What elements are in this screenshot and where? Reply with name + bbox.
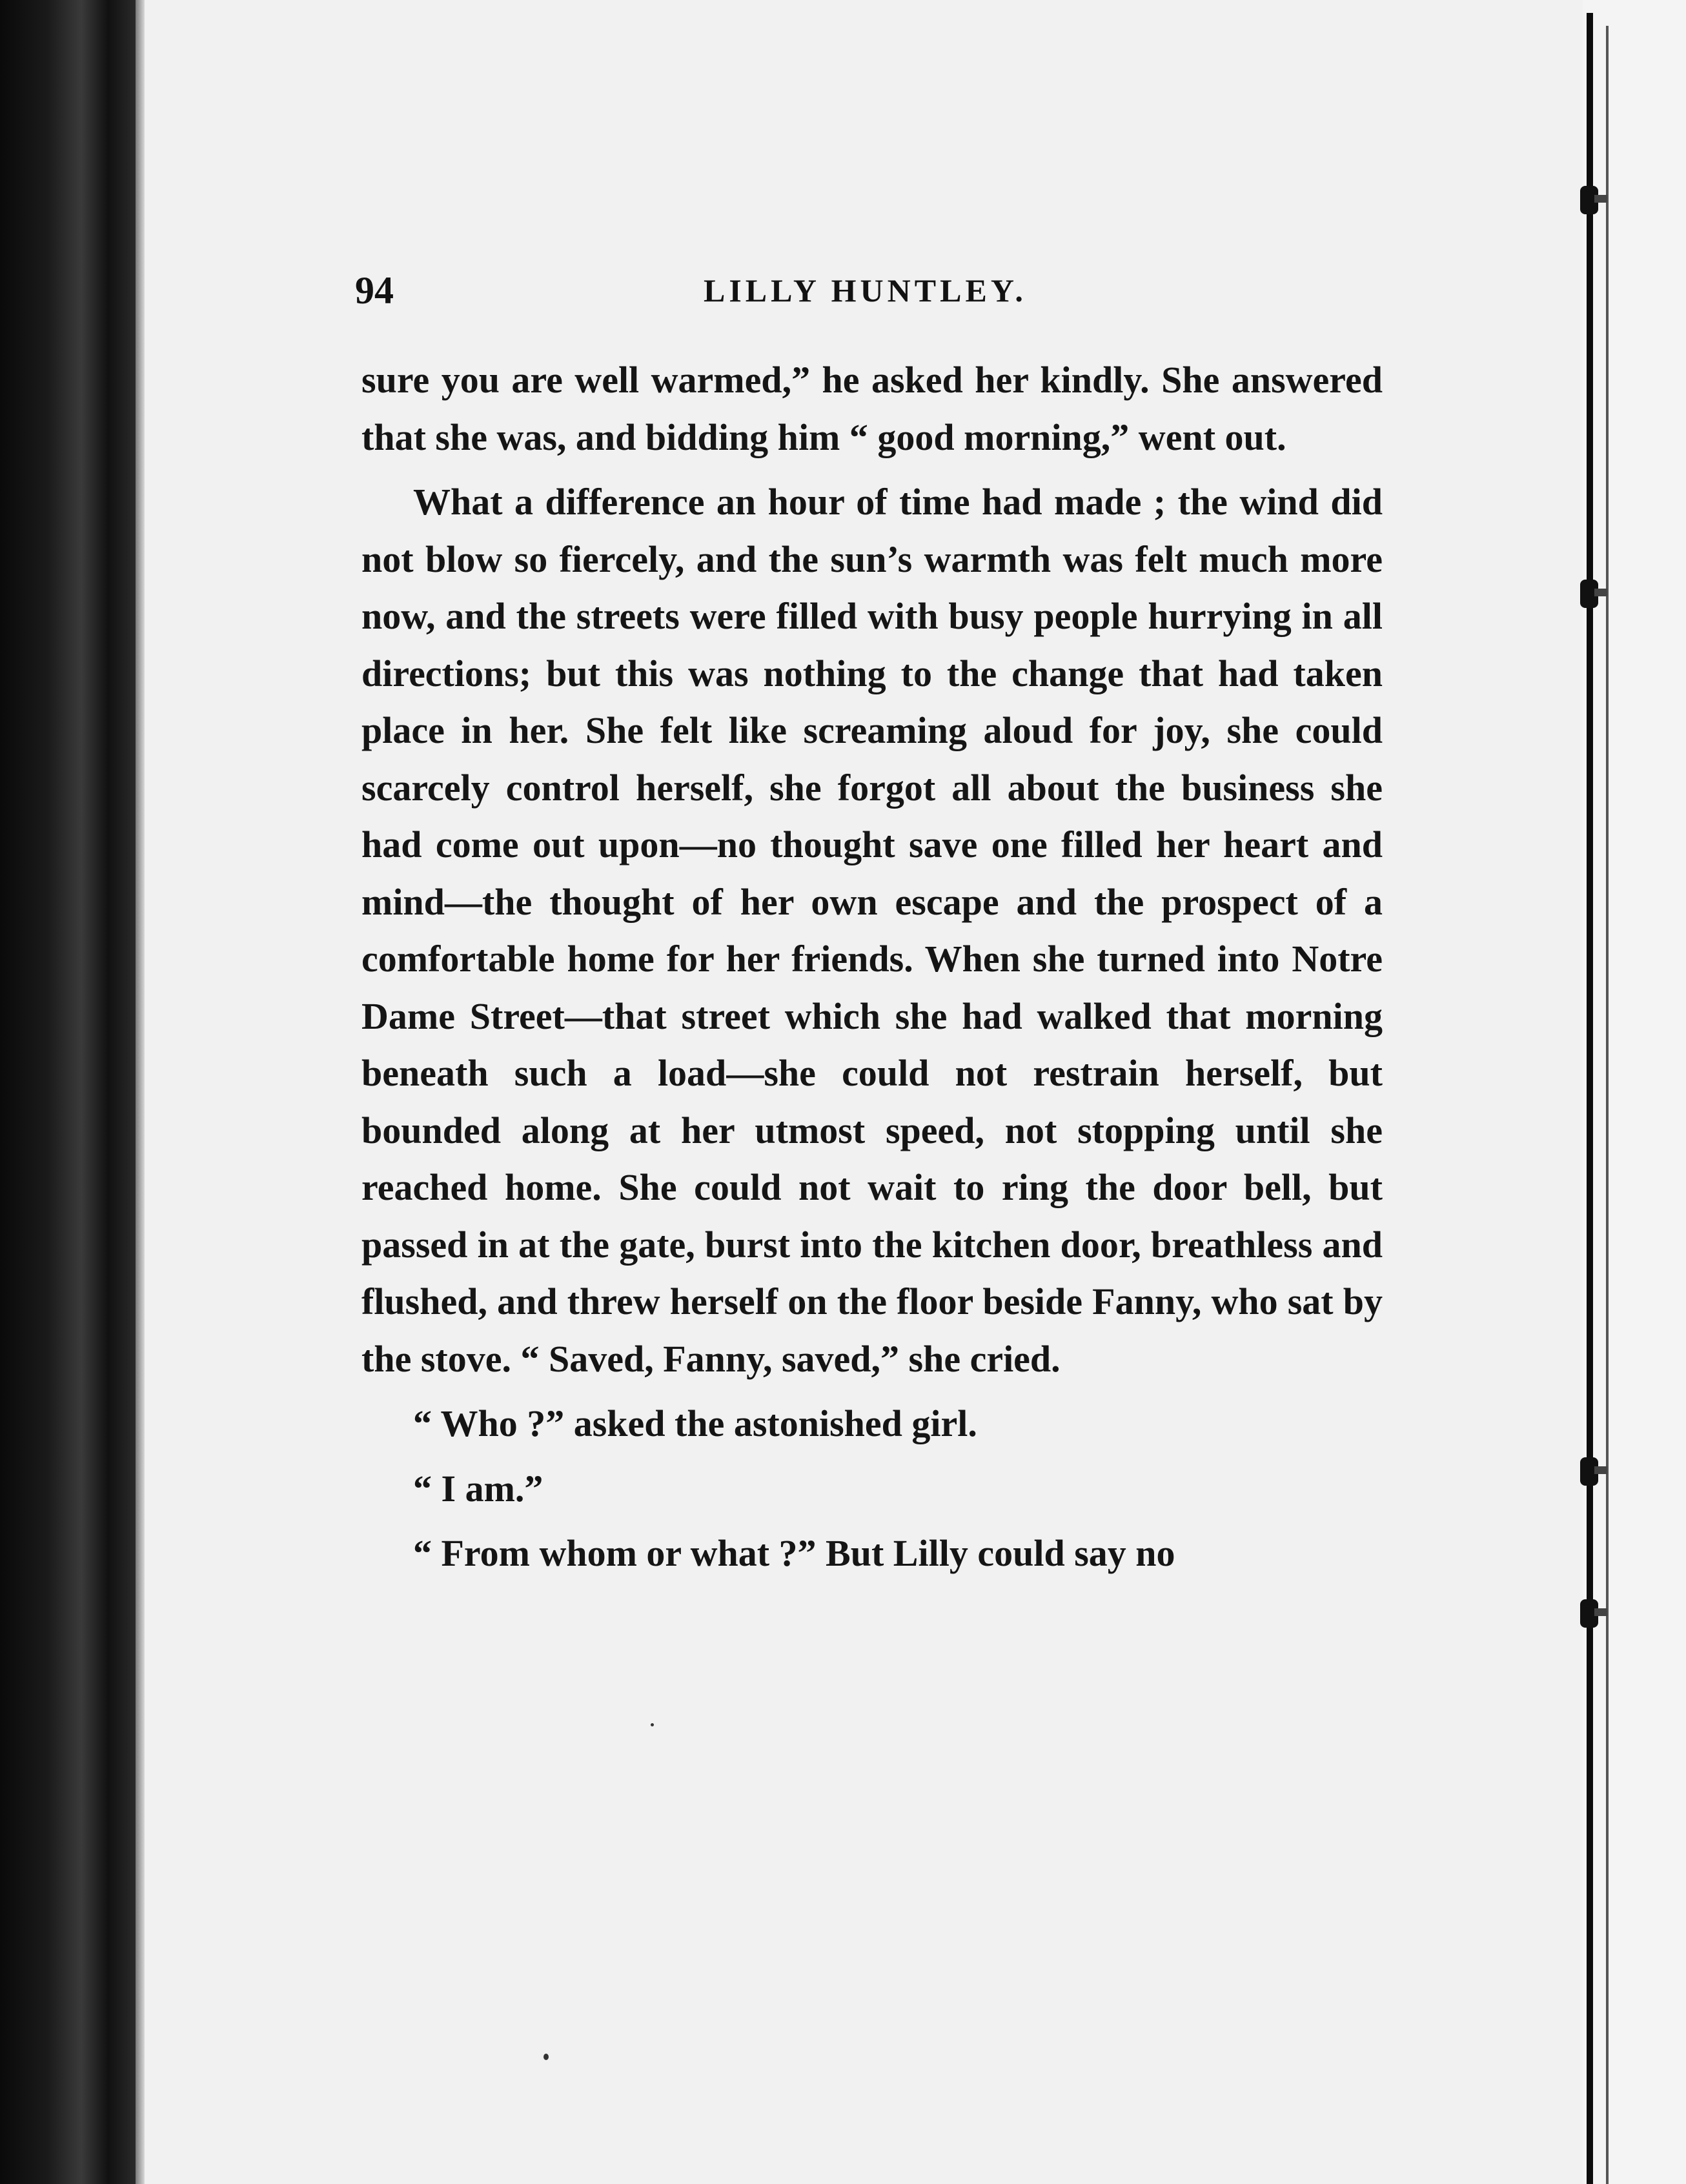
paragraph: What a difference an hour of time had made ; the wind did not blow so fiercely, and the sun’s warmth was felt much more now, and the streets were filled with busy people hurrying in all directions; but this was nothing to the change that had taken place in her. She felt like screaming aloud for joy, she could scarcely control herself, she forgot all about the business she had come out upon—no thought save one filled her heart and mind—the thought of her own escape and the prospect of a comfortable home for her friends. When she turned into Notre Dame Street—that street which she had walked that morning beneath such a load—she could not restrain herself, but bounded along at her utmost speed, not stopping until she reached home. She could not wait to ring the door bell, but passed in at the gate, burst into the kitchen door, breathless and flushed, and threw herself on the floor beside Fanny, who sat by the stove. “ Saved, Fanny, saved,” she cried. [361, 481, 1383, 1380]
ink-speck [651, 1723, 654, 1726]
binding-stitch-mark [1572, 1452, 1606, 1491]
next-leaf-border [1587, 13, 1593, 2184]
binding-edge-shadow [136, 0, 145, 2184]
page-number: 94 [355, 269, 394, 312]
body-text [361, 352, 1383, 1582]
binding-stitch-mark [1572, 1594, 1606, 1633]
paragraph: “ I am.” [413, 1467, 543, 1510]
next-leaf-inner-border [1606, 26, 1609, 2184]
book-binding-left [0, 0, 136, 2184]
running-head [355, 258, 1381, 323]
paragraph: “ Who ?” asked the astonished girl. [413, 1402, 977, 1444]
next-leaf-edge [1583, 0, 1686, 2184]
binding-stitch-mark [1572, 574, 1606, 613]
binding-stitch-mark [1572, 181, 1606, 219]
running-title: LILLY HUNTLEY. [704, 272, 1027, 308]
paragraph: “ From whom or what ?” But Lilly could say no [413, 1532, 1175, 1574]
paragraph: sure you are well warmed,” he asked her kindly. She answered that she was, and bidding him “ good morning,” went out. [361, 359, 1383, 458]
ink-speck [543, 2054, 549, 2060]
